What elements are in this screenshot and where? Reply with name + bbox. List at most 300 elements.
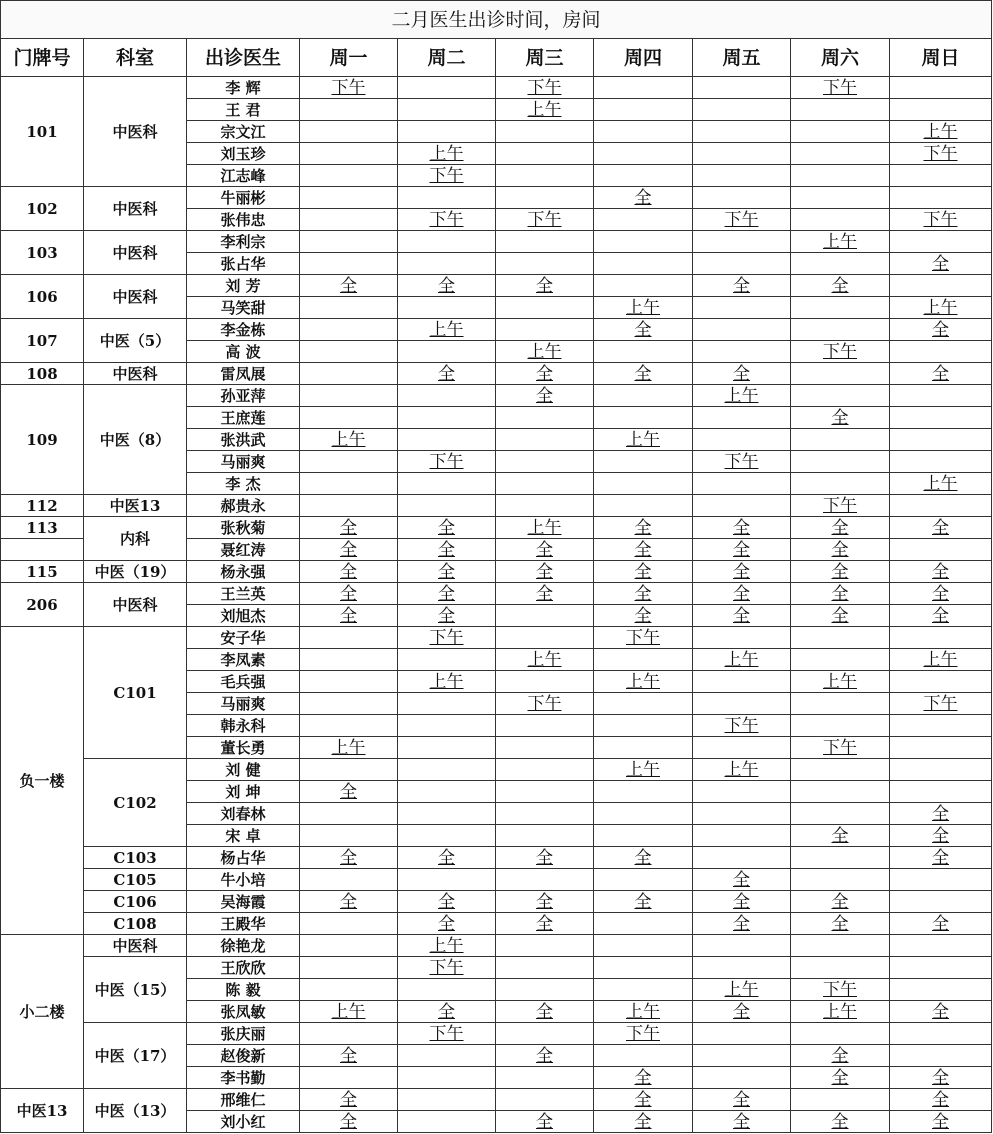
schedule-slot-cell xyxy=(594,935,693,957)
schedule-slot-cell xyxy=(398,979,496,1001)
schedule-slot-cell: 下午 xyxy=(693,209,791,231)
schedule-slot-cell: 全 xyxy=(398,583,496,605)
schedule-slot-cell: 全 xyxy=(594,1067,693,1089)
schedule-slot-cell xyxy=(791,165,890,187)
schedule-slot-cell xyxy=(693,957,791,979)
schedule-slot-cell xyxy=(693,847,791,869)
schedule-slot-cell: 全 xyxy=(890,583,992,605)
schedule-slot-cell xyxy=(594,869,693,891)
schedule-slot-cell: 全 xyxy=(890,825,992,847)
doctor-name-cell: 吴海霞 xyxy=(187,891,300,913)
schedule-slot-cell: 上午 xyxy=(890,473,992,495)
schedule-slot-cell: 全 xyxy=(791,539,890,561)
schedule-slot-cell: 上午 xyxy=(496,341,594,363)
schedule-slot-cell xyxy=(693,319,791,341)
schedule-slot-cell xyxy=(496,473,594,495)
schedule-slot-cell: 上午 xyxy=(693,385,791,407)
schedule-slot-cell xyxy=(791,209,890,231)
schedule-slot-cell: 上午 xyxy=(890,297,992,319)
doctor-name-cell: 张庆丽 xyxy=(187,1023,300,1045)
doctor-name-cell: 徐艳龙 xyxy=(187,935,300,957)
schedule-slot-cell: 上午 xyxy=(398,671,496,693)
schedule-slot-cell: 全 xyxy=(791,1067,890,1089)
schedule-slot-cell: 全 xyxy=(398,891,496,913)
schedule-slot-cell: 上午 xyxy=(890,121,992,143)
schedule-slot-cell: 全 xyxy=(594,1111,693,1133)
table-row xyxy=(1,363,992,385)
schedule-slot-cell xyxy=(398,759,496,781)
header-mon: 周一 xyxy=(300,39,398,77)
doctor-name-cell: 李金栋 xyxy=(187,319,300,341)
schedule-slot-cell xyxy=(791,99,890,121)
schedule-slot-cell xyxy=(693,1023,791,1045)
table-row xyxy=(1,275,992,297)
schedule-slot-cell: 下午 xyxy=(398,627,496,649)
doctor-name-cell: 杨占华 xyxy=(187,847,300,869)
schedule-slot-cell: 上午 xyxy=(300,1001,398,1023)
room-number-cell: 101 xyxy=(1,77,84,187)
schedule-slot-cell xyxy=(398,231,496,253)
schedule-slot-cell xyxy=(890,539,992,561)
schedule-slot-cell xyxy=(890,495,992,517)
schedule-slot-cell: 全 xyxy=(693,1111,791,1133)
doctor-name-cell: 张凤敏 xyxy=(187,1001,300,1023)
schedule-slot-cell xyxy=(300,1023,398,1045)
doctor-name-cell: 刘 芳 xyxy=(187,275,300,297)
table-row xyxy=(1,935,992,957)
schedule-slot-cell: 全 xyxy=(496,385,594,407)
schedule-slot-cell: 上午 xyxy=(496,99,594,121)
schedule-slot-cell xyxy=(496,1067,594,1089)
room-number-cell: 113 xyxy=(1,517,84,539)
schedule-slot-cell xyxy=(890,99,992,121)
department-cell: 中医科 xyxy=(84,231,187,275)
schedule-slot-cell xyxy=(300,1067,398,1089)
schedule-slot-cell xyxy=(890,1045,992,1067)
schedule-slot-cell: 全 xyxy=(594,363,693,385)
schedule-slot-cell: 下午 xyxy=(693,715,791,737)
schedule-slot-cell: 下午 xyxy=(791,77,890,99)
schedule-slot-cell: 全 xyxy=(693,869,791,891)
schedule-slot-cell: 全 xyxy=(496,583,594,605)
schedule-slot-cell xyxy=(890,935,992,957)
schedule-slot-cell xyxy=(496,231,594,253)
schedule-slot-cell xyxy=(890,737,992,759)
schedule-slot-cell xyxy=(594,341,693,363)
doctor-name-cell: 张伟忠 xyxy=(187,209,300,231)
schedule-slot-cell xyxy=(890,957,992,979)
schedule-slot-cell xyxy=(693,1045,791,1067)
schedule-slot-cell xyxy=(594,649,693,671)
schedule-slot-cell xyxy=(693,429,791,451)
schedule-slot-cell: 全 xyxy=(300,781,398,803)
header-room: 门牌号 xyxy=(1,39,84,77)
table-row xyxy=(1,627,992,649)
table-row xyxy=(1,319,992,341)
schedule-slot-cell xyxy=(890,451,992,473)
schedule-slot-cell xyxy=(300,671,398,693)
doctor-name-cell: 江志峰 xyxy=(187,165,300,187)
schedule-slot-cell xyxy=(398,187,496,209)
schedule-slot-cell: 全 xyxy=(791,517,890,539)
schedule-slot-cell xyxy=(496,781,594,803)
schedule-slot-cell: 全 xyxy=(791,913,890,935)
schedule-slot-cell: 上午 xyxy=(594,429,693,451)
schedule-slot-cell xyxy=(791,759,890,781)
schedule-slot-cell: 全 xyxy=(300,539,398,561)
schedule-slot-cell xyxy=(496,979,594,1001)
schedule-slot-cell: 全 xyxy=(693,1001,791,1023)
schedule-slot-cell: 全 xyxy=(300,1089,398,1111)
schedule-slot-cell: 全 xyxy=(398,275,496,297)
schedule-slot-cell xyxy=(398,803,496,825)
schedule-slot-cell: 下午 xyxy=(398,165,496,187)
schedule-slot-cell xyxy=(594,385,693,407)
schedule-slot-cell xyxy=(398,121,496,143)
schedule-slot-cell: 全 xyxy=(791,583,890,605)
schedule-slot-cell: 上午 xyxy=(693,759,791,781)
schedule-slot-cell: 全 xyxy=(693,561,791,583)
schedule-slot-cell: 上午 xyxy=(398,319,496,341)
schedule-slot-cell xyxy=(300,165,398,187)
schedule-slot-cell: 全 xyxy=(300,517,398,539)
doctor-name-cell: 王欣欣 xyxy=(187,957,300,979)
schedule-slot-cell xyxy=(890,187,992,209)
department-cell: 中医（19） xyxy=(84,561,187,583)
schedule-slot-cell: 全 xyxy=(496,275,594,297)
doctor-name-cell: 毛兵强 xyxy=(187,671,300,693)
schedule-slot-cell xyxy=(693,693,791,715)
schedule-slot-cell: 上午 xyxy=(693,979,791,1001)
doctor-name-cell: 宗文江 xyxy=(187,121,300,143)
schedule-slot-cell xyxy=(496,825,594,847)
schedule-slot-cell: 上午 xyxy=(300,737,398,759)
schedule-slot-cell: 全 xyxy=(300,561,398,583)
schedule-slot-cell xyxy=(300,121,398,143)
schedule-slot-cell xyxy=(300,715,398,737)
room-number-cell: 206 xyxy=(1,583,84,627)
schedule-slot-cell xyxy=(890,231,992,253)
schedule-slot-cell xyxy=(496,451,594,473)
schedule-slot-cell: 下午 xyxy=(398,957,496,979)
schedule-slot-cell: 全 xyxy=(398,847,496,869)
schedule-slot-cell xyxy=(300,869,398,891)
schedule-slot-cell xyxy=(693,407,791,429)
schedule-slot-cell: 全 xyxy=(890,847,992,869)
schedule-slot-cell xyxy=(398,429,496,451)
schedule-slot-cell xyxy=(398,99,496,121)
schedule-slot-cell xyxy=(890,715,992,737)
schedule-slot-cell xyxy=(496,187,594,209)
schedule-slot-cell: 下午 xyxy=(693,451,791,473)
doctor-name-cell: 韩永科 xyxy=(187,715,300,737)
schedule-slot-cell xyxy=(791,297,890,319)
department-cell: 中医（5） xyxy=(84,319,187,363)
schedule-slot-cell xyxy=(300,935,398,957)
schedule-slot-cell xyxy=(398,1111,496,1133)
schedule-slot-cell xyxy=(791,253,890,275)
schedule-slot-cell: 上午 xyxy=(300,429,398,451)
schedule-slot-cell xyxy=(300,957,398,979)
schedule-slot-cell: 全 xyxy=(398,363,496,385)
schedule-slot-cell xyxy=(791,649,890,671)
schedule-slot-cell xyxy=(693,473,791,495)
schedule-slot-cell xyxy=(594,473,693,495)
schedule-slot-cell xyxy=(594,143,693,165)
schedule-slot-cell xyxy=(496,869,594,891)
schedule-slot-cell xyxy=(693,825,791,847)
schedule-slot-cell xyxy=(890,671,992,693)
header-thu: 周四 xyxy=(594,39,693,77)
schedule-slot-cell xyxy=(890,891,992,913)
schedule-slot-cell xyxy=(791,803,890,825)
schedule-slot-cell xyxy=(693,1067,791,1089)
schedule-slot-cell: 全 xyxy=(496,1045,594,1067)
schedule-slot-cell xyxy=(398,715,496,737)
doctor-name-cell: 雷凤展 xyxy=(187,363,300,385)
schedule-slot-cell: 全 xyxy=(398,605,496,627)
doctor-name-cell: 李 辉 xyxy=(187,77,300,99)
schedule-slot-cell xyxy=(594,693,693,715)
schedule-slot-cell xyxy=(791,847,890,869)
schedule-slot-cell xyxy=(594,231,693,253)
department-cell: 中医（17） xyxy=(84,1023,187,1089)
schedule-slot-cell xyxy=(693,99,791,121)
schedule-slot-cell xyxy=(300,473,398,495)
table-row xyxy=(1,231,992,253)
title-row xyxy=(1,1,992,39)
schedule-slot-cell xyxy=(890,275,992,297)
schedule-slot-cell: 全 xyxy=(300,847,398,869)
schedule-slot-cell xyxy=(791,121,890,143)
schedule-slot-cell: 全 xyxy=(890,1111,992,1133)
schedule-slot-cell: 上午 xyxy=(594,1001,693,1023)
schedule-slot-cell xyxy=(300,231,398,253)
schedule-slot-cell: 全 xyxy=(594,539,693,561)
schedule-slot-cell xyxy=(594,77,693,99)
schedule-slot-cell: 上午 xyxy=(791,1001,890,1023)
schedule-slot-cell: 全 xyxy=(496,847,594,869)
schedule-slot-cell: 上午 xyxy=(594,759,693,781)
schedule-slot-cell: 全 xyxy=(300,275,398,297)
department-cell: 中医（13） xyxy=(84,1089,187,1133)
schedule-slot-cell xyxy=(300,187,398,209)
schedule-slot-cell xyxy=(693,935,791,957)
schedule-slot-cell: 全 xyxy=(693,913,791,935)
schedule-slot-cell: 全 xyxy=(693,583,791,605)
schedule-slot-cell: 全 xyxy=(496,561,594,583)
schedule-slot-cell xyxy=(398,253,496,275)
schedule-slot-cell xyxy=(398,1089,496,1111)
schedule-slot-cell: 全 xyxy=(300,1045,398,1067)
room-number-cell: 106 xyxy=(1,275,84,319)
schedule-slot-cell: 全 xyxy=(594,187,693,209)
schedule-slot-cell: 下午 xyxy=(594,627,693,649)
doctor-name-cell: 李凤素 xyxy=(187,649,300,671)
schedule-slot-cell: 全 xyxy=(693,1089,791,1111)
department-cell: 中医科 xyxy=(84,583,187,627)
doctor-name-cell: 安子华 xyxy=(187,627,300,649)
room-number-cell: 108 xyxy=(1,363,84,385)
schedule-slot-cell: 全 xyxy=(300,891,398,913)
schedule-slot-cell: 全 xyxy=(693,539,791,561)
schedule-slot-cell xyxy=(594,165,693,187)
schedule-slot-cell xyxy=(496,715,594,737)
schedule-slot-cell xyxy=(398,825,496,847)
schedule-slot-cell xyxy=(300,363,398,385)
schedule-slot-cell: 上午 xyxy=(693,649,791,671)
schedule-slot-cell xyxy=(890,429,992,451)
room-number-cell: 负一楼 xyxy=(1,627,84,935)
header-fri: 周五 xyxy=(693,39,791,77)
schedule-slot-cell xyxy=(496,671,594,693)
schedule-slot-cell xyxy=(791,385,890,407)
schedule-slot-cell xyxy=(300,143,398,165)
department-cell: 中医科 xyxy=(84,363,187,385)
schedule-slot-cell xyxy=(791,869,890,891)
schedule-slot-cell xyxy=(594,407,693,429)
schedule-slot-cell xyxy=(594,121,693,143)
schedule-slot-cell xyxy=(496,121,594,143)
department-cell: 中医（15） xyxy=(84,957,187,1023)
table-row xyxy=(1,847,992,869)
schedule-slot-cell: 全 xyxy=(496,363,594,385)
schedule-slot-cell: 下午 xyxy=(398,209,496,231)
schedule-slot-cell: 全 xyxy=(594,319,693,341)
department-cell: C105 xyxy=(84,869,187,891)
table-row xyxy=(1,187,992,209)
schedule-slot-cell xyxy=(300,407,398,429)
department-cell: C106 xyxy=(84,891,187,913)
room-number-cell: 109 xyxy=(1,385,84,495)
doctor-name-cell: 张洪武 xyxy=(187,429,300,451)
schedule-slot-cell: 全 xyxy=(890,363,992,385)
schedule-slot-cell: 全 xyxy=(791,605,890,627)
schedule-slot-cell xyxy=(496,605,594,627)
schedule-slot-cell xyxy=(693,803,791,825)
doctor-name-cell: 聂红涛 xyxy=(187,539,300,561)
table-row xyxy=(1,561,992,583)
header-sat: 周六 xyxy=(791,39,890,77)
schedule-slot-cell xyxy=(300,99,398,121)
schedule-slot-cell xyxy=(791,187,890,209)
schedule-slot-cell xyxy=(890,77,992,99)
schedule-slot-cell xyxy=(496,1023,594,1045)
schedule-slot-cell xyxy=(693,253,791,275)
schedule-slot-cell xyxy=(890,1023,992,1045)
department-cell: C108 xyxy=(84,913,187,935)
schedule-slot-cell: 全 xyxy=(890,605,992,627)
schedule-slot-cell xyxy=(398,649,496,671)
schedule-slot-cell: 全 xyxy=(398,1001,496,1023)
schedule-slot-cell xyxy=(791,781,890,803)
schedule-slot-cell xyxy=(791,1023,890,1045)
doctor-name-cell: 刘 健 xyxy=(187,759,300,781)
schedule-slot-cell xyxy=(496,803,594,825)
schedule-slot-cell: 全 xyxy=(890,1089,992,1111)
table-row xyxy=(1,1089,992,1111)
schedule-slot-cell xyxy=(693,341,791,363)
schedule-slot-cell: 全 xyxy=(890,253,992,275)
schedule-slot-cell: 下午 xyxy=(496,209,594,231)
schedule-slot-cell: 全 xyxy=(791,825,890,847)
schedule-slot-cell: 全 xyxy=(496,891,594,913)
schedule-slot-cell: 下午 xyxy=(791,341,890,363)
schedule-slot-cell xyxy=(594,99,693,121)
schedule-slot-cell: 全 xyxy=(594,1089,693,1111)
schedule-slot-cell: 全 xyxy=(496,1111,594,1133)
department-cell: C103 xyxy=(84,847,187,869)
schedule-slot-cell xyxy=(791,693,890,715)
schedule-slot-cell xyxy=(496,495,594,517)
schedule-slot-cell: 全 xyxy=(594,605,693,627)
schedule-slot-cell: 下午 xyxy=(398,451,496,473)
doctor-name-cell: 杨永强 xyxy=(187,561,300,583)
schedule-slot-cell xyxy=(496,1089,594,1111)
schedule-slot-cell: 上午 xyxy=(398,935,496,957)
schedule-slot-cell xyxy=(496,429,594,451)
schedule-slot-cell: 全 xyxy=(300,605,398,627)
schedule-slot-cell xyxy=(300,253,398,275)
schedule-slot-cell: 全 xyxy=(594,847,693,869)
doctor-name-cell: 刘春林 xyxy=(187,803,300,825)
department-cell: C101 xyxy=(84,627,187,759)
room-number-cell: 103 xyxy=(1,231,84,275)
schedule-slot-cell xyxy=(496,957,594,979)
table-row xyxy=(1,517,992,539)
room-number-cell: 小二楼 xyxy=(1,935,84,1089)
schedule-slot-cell: 全 xyxy=(890,319,992,341)
schedule-slot-cell: 全 xyxy=(890,803,992,825)
schedule-slot-cell xyxy=(398,407,496,429)
schedule-slot-cell xyxy=(693,143,791,165)
table-row xyxy=(1,77,992,99)
department-cell: 中医科 xyxy=(84,935,187,957)
schedule-slot-cell: 全 xyxy=(890,561,992,583)
schedule-slot-cell xyxy=(693,671,791,693)
schedule-slot-cell xyxy=(791,143,890,165)
schedule-slot-cell xyxy=(594,781,693,803)
schedule-slot-cell xyxy=(398,781,496,803)
header-row xyxy=(1,39,992,77)
doctor-name-cell: 宋 卓 xyxy=(187,825,300,847)
schedule-slot-cell: 上午 xyxy=(496,649,594,671)
room-number-cell: 中医13 xyxy=(1,1089,84,1133)
schedule-slot-cell xyxy=(300,693,398,715)
schedule-slot-cell: 全 xyxy=(594,891,693,913)
schedule-slot-cell: 全 xyxy=(496,1001,594,1023)
schedule-slot-cell xyxy=(398,869,496,891)
schedule-body xyxy=(1,77,992,1133)
schedule-slot-cell: 全 xyxy=(791,275,890,297)
schedule-slot-cell xyxy=(496,759,594,781)
doctor-name-cell: 马丽爽 xyxy=(187,693,300,715)
table-row xyxy=(1,583,992,605)
doctor-name-cell: 李书勤 xyxy=(187,1067,300,1089)
schedule-slot-cell: 下午 xyxy=(398,1023,496,1045)
schedule-slot-cell: 上午 xyxy=(890,649,992,671)
schedule-slot-cell xyxy=(300,495,398,517)
header-doctor: 出诊医生 xyxy=(187,39,300,77)
schedule-slot-cell xyxy=(594,803,693,825)
doctor-name-cell: 刘玉珍 xyxy=(187,143,300,165)
schedule-slot-cell xyxy=(594,495,693,517)
department-cell: 中医13 xyxy=(84,495,187,517)
doctor-name-cell: 赵俊新 xyxy=(187,1045,300,1067)
doctor-name-cell: 马丽爽 xyxy=(187,451,300,473)
schedule-slot-cell: 下午 xyxy=(791,737,890,759)
schedule-slot-cell xyxy=(496,737,594,759)
